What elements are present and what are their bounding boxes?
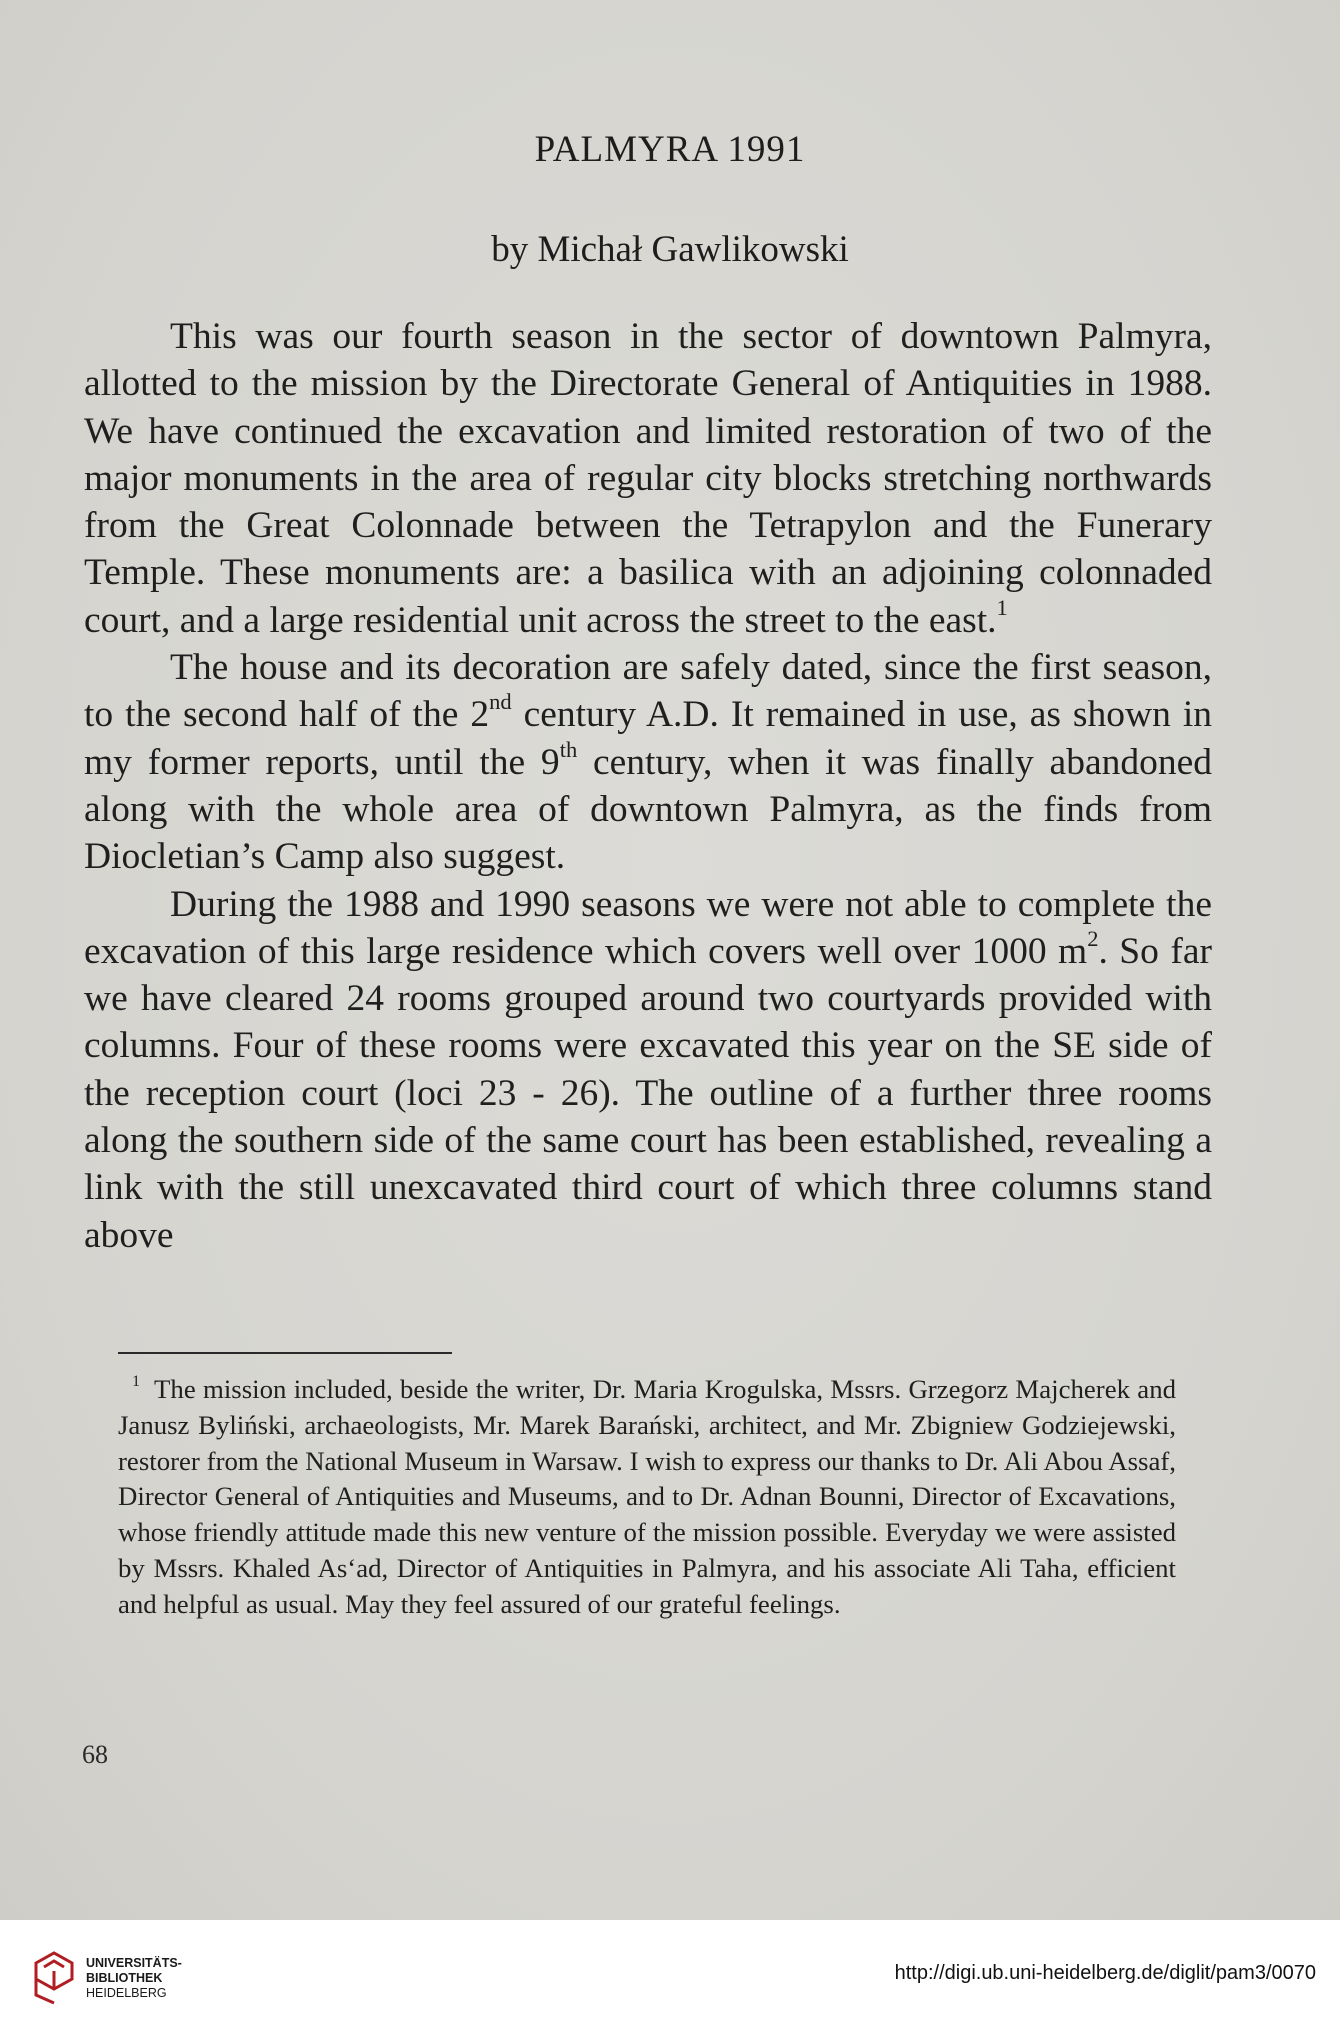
university-library-logo-icon (32, 1949, 76, 2005)
library-name (86, 1956, 182, 2001)
paragraph-3 (84, 881, 1212, 1259)
viewer-footer (0, 1920, 1340, 2035)
footnote (118, 1372, 1176, 1623)
library-name-line-3: HEIDELBERG (86, 1986, 167, 2000)
library-name-line-2: BIBLIOTHEK (86, 1971, 163, 1985)
paragraph-3-text-a: During the 1988 and 1990 seasons we were not able to complete the excavation of this large residence which covers well over 1000 m (84, 883, 1212, 972)
paragraph-2-text-c: century, when it was finally abandoned along with the whole area of downtown Palmyra, as the finds from Diocletian’s Camp also suggest. (84, 741, 1212, 878)
footnote-reference: 1 (996, 594, 1008, 620)
paragraph-3-text-b: . So far we have cleared 24 rooms grouped around two courtyards provided with columns. Four of these rooms were excavated this year on the SE side of the reception court (loci 23 - 26). The outline of a further three rooms along the southern side of the same court has been established, revealing a link with the still unexcavated third court of which three columns stand above (84, 930, 1212, 1256)
article-title: PALMYRA 1991 (534, 129, 806, 170)
paragraph-2-text-b: century A.D. It remained in use, as shown in my former reports, until the 9 (84, 694, 1212, 783)
paragraph-2-text-a: The house and its decoration are safely dated, since the first season, to the second half of the 2 (84, 647, 1212, 736)
article-author: by Michał Gawlikowski (491, 229, 849, 270)
article-body (84, 313, 1212, 1259)
paragraph-1 (84, 313, 1212, 644)
paragraph-1-text: This was our fourth season in the sector of downtown Palmyra, allotted to the mission by the Directorate General of Antiquities in 1988. We have continued the excavation and limited restoration of two of the major monuments in the area of regular city blocks stretching northwards from the Great Colonnade between the Tetrapylon and the Funerary Temple. These monuments are: a basilica with an adjoining colonnaded court, and a large residential unit across the street to the east. (84, 316, 1212, 641)
permalink-url[interactable]: http://digi.ub.uni-heidelberg.de/diglit/pam3/0070 (894, 1962, 1316, 1984)
superscript-squared: 2 (1087, 925, 1099, 951)
footnote-divider (118, 1352, 452, 1354)
superscript-th: th (559, 736, 578, 762)
footnote-text: The mission included, beside the writer, Dr. Maria Krogulska, Mssrs. Grzegorz Majcherek and Janusz Byliński, archaeologists, Mr. Marek Barański, architect, and Mr. Zbigniew Godziejewski, restorer from the National Museum in Warsaw. I wish to express our thanks to Dr. Ali Abou Assaf, Director General of Antiquities and Museums, and to Dr. Adnan Bounni, Director of Excavations, whose friendly attitude made this new venture of the mission possible. Everyday we were assisted by Mssrs. Khaled As‘ad, Director of Antiquities in Palmyra, and his associate Ali Taha, efficient and helpful as usual. May they feel assured of our grateful feelings. (118, 1374, 1176, 1619)
footnote-mark: 1 (132, 1372, 141, 1390)
superscript-nd: nd (489, 689, 512, 715)
page-number: 68 (82, 1740, 108, 1769)
paragraph-2 (84, 644, 1212, 880)
library-name-line-1: UNIVERSITÄTS- (86, 1956, 182, 1970)
